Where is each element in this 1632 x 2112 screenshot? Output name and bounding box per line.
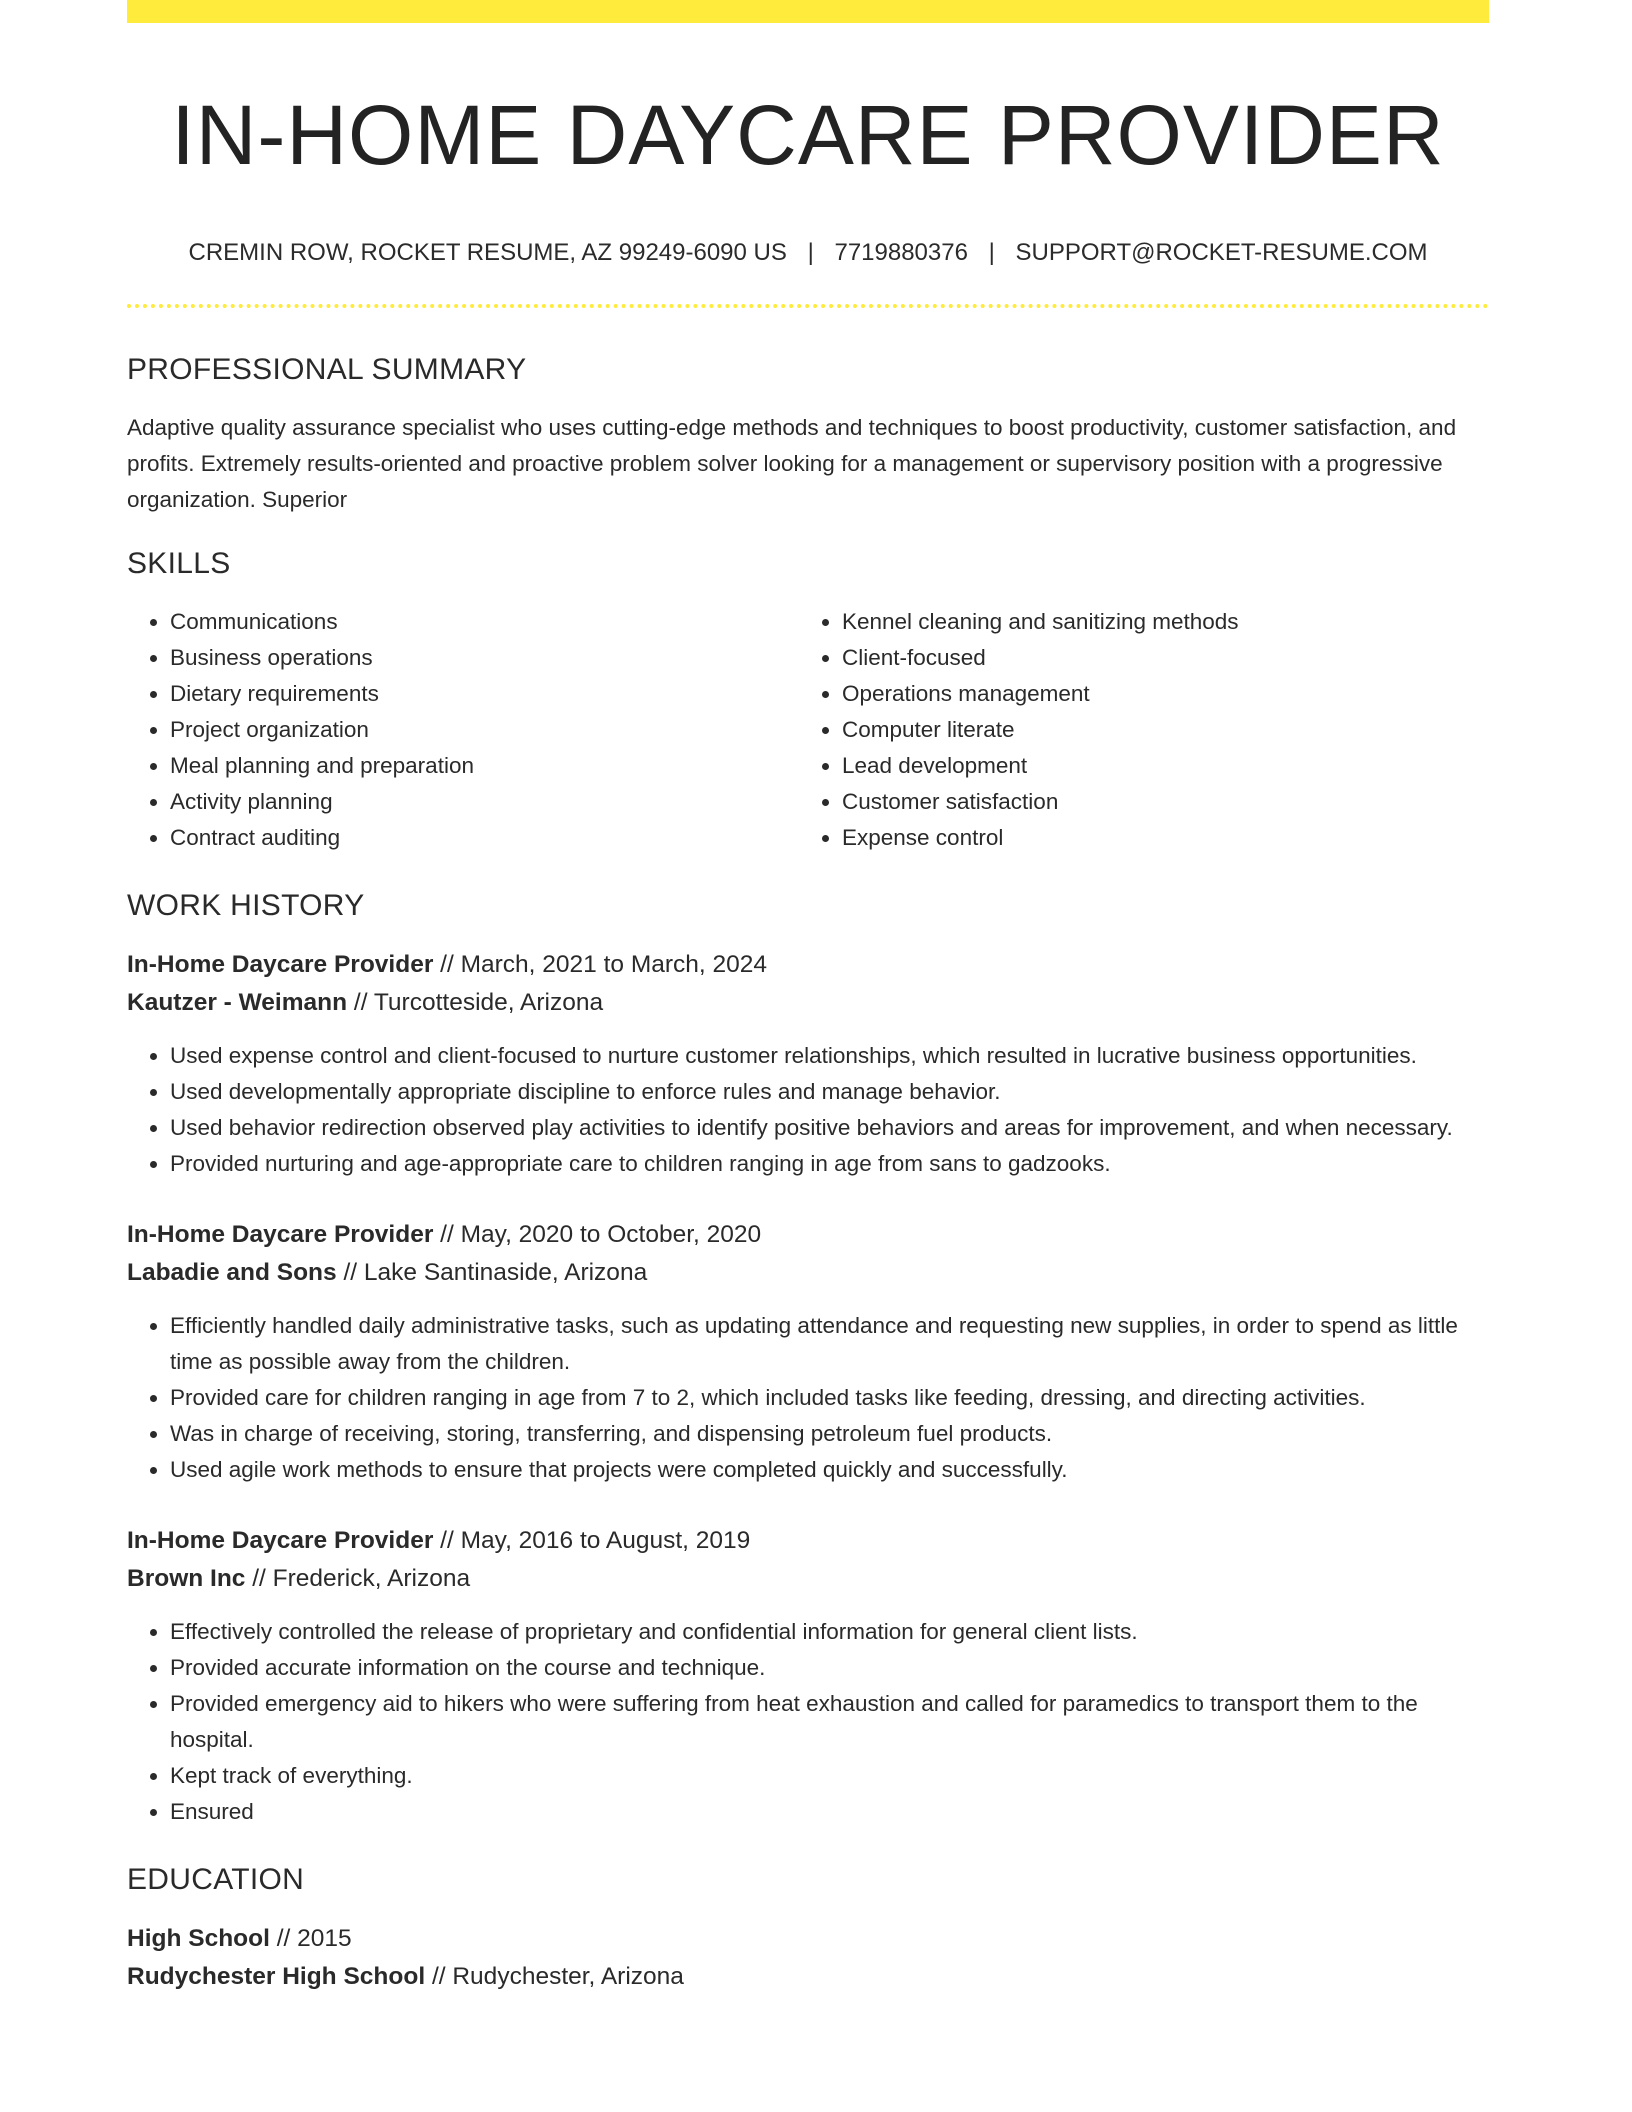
job-role: In-Home Daycare Provider [127,951,434,978]
contact-separator: | [807,239,814,266]
job-bullet: • Ensured [170,1794,1489,1830]
job-bullets [127,1308,1489,1488]
resume-title: IN-HOME DAYCARE PROVIDER [171,88,1445,182]
header-divider [127,304,1489,308]
job-company-line [127,1254,1489,1292]
contact-line [127,237,1489,269]
skills-heading: SKILLS [127,547,231,580]
accent-bar [127,0,1489,23]
skill-item: • Kennel cleaning and sanitizing methods [842,604,1471,640]
contact-email: SUPPORT@ROCKET-RESUME.COM [1015,239,1428,266]
job-role: In-Home Daycare Provider [127,1221,434,1248]
job-bullet: • Efficiently handled daily administrative tasks, such as updating attendance and requesting new supplies, in order to spend as little time as possible away from the children. [170,1308,1489,1380]
skill-item: • Business operations [170,640,799,676]
skill-item: • Activity planning [170,784,799,820]
job-bullet: • Was in charge of receiving, storing, transferring, and dispensing petroleum fuel products. [170,1416,1489,1452]
education-year: // 2015 [269,1925,352,1952]
education-degree-line [127,1920,1489,1958]
job-bullet: • Used developmentally appropriate discipline to enforce rules and manage behavior. [170,1074,1489,1110]
skill-item: • Project organization [170,712,799,748]
skill-item: • Lead development [842,748,1471,784]
contact-separator: | [988,239,995,266]
job-location: // Frederick, Arizona [245,1565,471,1592]
job-location: // Lake Santinaside, Arizona [336,1259,648,1286]
skill-item: • Customer satisfaction [842,784,1471,820]
job-company: Brown Inc [127,1565,246,1592]
skills-grid [127,604,1489,856]
education-degree: High School [127,1925,270,1952]
job-bullets [127,1614,1489,1830]
resume-page [127,0,1489,1996]
contact-phone: 7719880376 [834,239,968,266]
job-entry [127,946,1489,1182]
work-history-heading: WORK HISTORY [127,889,365,922]
education-entry [127,1920,1489,1996]
job-company: Kautzer - Weimann [127,989,348,1016]
job-bullet: • Provided care for children ranging in age from 7 to 2, which included tasks like feeding, dressing, and directing activities. [170,1380,1489,1416]
education-school-line [127,1958,1489,1996]
job-title-line [127,946,1489,984]
skills-column-right [799,604,1471,856]
job-bullet: • Provided nurturing and age-appropriate care to children ranging in age from sans to gadzooks. [170,1146,1489,1182]
job-company-line [127,984,1489,1022]
job-entry [127,1216,1489,1488]
skill-item: • Meal planning and preparation [170,748,799,784]
summary-text: Adaptive quality assurance specialist who uses cutting-edge methods and techniques to boost productivity, customer satisfaction, and profits. Extremely results-oriented and proactive problem solver looking for a management or supervisory position with a progressive organization. Superior [127,415,1457,512]
skill-item: • Computer literate [842,712,1471,748]
education-school: Rudychester High School [127,1963,426,1990]
job-bullet: • Used behavior redirection observed play activities to identify positive behaviors and areas for improvement, and when necessary. [170,1110,1489,1146]
skill-item: • Contract auditing [170,820,799,856]
job-bullets [127,1038,1489,1182]
job-bullet: • Provided accurate information on the course and technique. [170,1650,1489,1686]
job-bullet: • Effectively controlled the release of proprietary and confidential information for general client lists. [170,1614,1489,1650]
job-dates: // March, 2021 to March, 2024 [433,951,768,978]
job-bullet: • Used agile work methods to ensure that projects were completed quickly and successfully. [170,1452,1489,1488]
skills-column-left [127,604,799,856]
job-bullet: • Provided emergency aid to hikers who were suffering from heat exhaustion and called for paramedics to transport them to the hospital. [170,1686,1489,1758]
job-company-line [127,1560,1489,1598]
job-dates: // May, 2020 to October, 2020 [433,1221,762,1248]
skill-item: • Dietary requirements [170,676,799,712]
education-heading: EDUCATION [127,1863,305,1896]
skill-item: • Communications [170,604,799,640]
job-title-line [127,1216,1489,1254]
job-company: Labadie and Sons [127,1259,337,1286]
skill-item: • Operations management [842,676,1471,712]
job-role: In-Home Daycare Provider [127,1527,434,1554]
job-bullet: • Used expense control and client-focused to nurture customer relationships, which resulted in lucrative business opportunities. [170,1038,1489,1074]
job-location: // Turcotteside, Arizona [347,989,604,1016]
job-dates: // May, 2016 to August, 2019 [433,1527,751,1554]
job-entry [127,1522,1489,1830]
summary-heading: PROFESSIONAL SUMMARY [127,353,527,386]
skill-item: • Expense control [842,820,1471,856]
job-bullet: • Kept track of everything. [170,1758,1489,1794]
skill-item: • Client-focused [842,640,1471,676]
education-location: // Rudychester, Arizona [425,1963,684,1990]
contact-address: CREMIN ROW, ROCKET RESUME, AZ 99249-6090 US [188,239,787,266]
job-title-line [127,1522,1489,1560]
